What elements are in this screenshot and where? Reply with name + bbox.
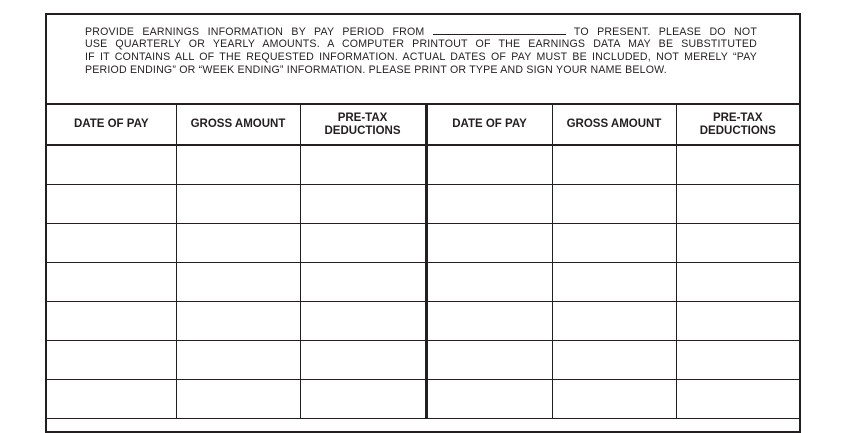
table-row xyxy=(47,380,799,419)
table-row xyxy=(47,224,799,263)
cell-pre-tax-deductions-2[interactable] xyxy=(676,145,799,185)
table-row xyxy=(47,185,799,224)
cell-pre-tax-deductions-2[interactable] xyxy=(676,185,799,224)
instructions-line-1-start: PROVIDE EARNINGS INFORMATION BY PAY PERIOD FROM xyxy=(85,26,425,38)
cell-gross-amount-2[interactable] xyxy=(552,224,676,263)
cell-pre-tax-deductions-2[interactable] xyxy=(676,380,799,419)
header-pre-tax-deductions-2: PRE-TAX DEDUCTIONS xyxy=(676,105,799,146)
header-date-of-pay-1: DATE OF PAY xyxy=(47,105,176,146)
table-row xyxy=(47,302,799,341)
cell-gross-amount-2[interactable] xyxy=(552,185,676,224)
cell-gross-amount-1[interactable] xyxy=(176,380,300,419)
table-row xyxy=(47,145,799,185)
instructions-line-3: IF IT CONTAINS ALL OF THE REQUESTED INFORMATION. ACTUAL DATES OF PAY MUST BE INCLUDED, NOT MERELY “PAY xyxy=(85,51,757,63)
header-date-of-pay-2: DATE OF PAY xyxy=(426,105,552,146)
cell-gross-amount-2[interactable] xyxy=(552,341,676,380)
instructions-line-1-end: TO PRESENT. PLEASE DO NOT xyxy=(573,26,757,38)
cell-pre-tax-deductions-1[interactable] xyxy=(300,263,426,302)
instructions-line-2: USE QUARTERLY OR YEARLY AMOUNTS. A COMPUTER PRINTOUT OF THE EARNINGS DATA MAY BE SUBSTITUTED xyxy=(85,38,757,50)
table-body xyxy=(47,145,799,419)
cell-pre-tax-deductions-2[interactable] xyxy=(676,341,799,380)
cell-date-of-pay-2[interactable] xyxy=(426,341,552,380)
instructions-line-1 xyxy=(85,25,757,39)
instructions-line-4: PERIOD ENDING” OR “WEEK ENDING” INFORMATION. PLEASE PRINT OR TYPE AND SIGN YOUR NAME BELOW. xyxy=(85,64,667,76)
cell-date-of-pay-1[interactable] xyxy=(47,302,176,341)
cell-date-of-pay-1[interactable] xyxy=(47,263,176,302)
cell-date-of-pay-2[interactable] xyxy=(426,263,552,302)
cell-date-of-pay-1[interactable] xyxy=(47,224,176,263)
cell-gross-amount-2[interactable] xyxy=(552,263,676,302)
cell-date-of-pay-2[interactable] xyxy=(426,224,552,263)
cell-date-of-pay-1[interactable] xyxy=(47,380,176,419)
cell-gross-amount-1[interactable] xyxy=(176,145,300,185)
table-row xyxy=(47,263,799,302)
cell-pre-tax-deductions-2[interactable] xyxy=(676,302,799,341)
table-row xyxy=(47,341,799,380)
table-header-row xyxy=(47,105,799,146)
cell-pre-tax-deductions-2[interactable] xyxy=(676,224,799,263)
cell-pre-tax-deductions-1[interactable] xyxy=(300,380,426,419)
cell-gross-amount-1[interactable] xyxy=(176,185,300,224)
cell-pre-tax-deductions-1[interactable] xyxy=(300,185,426,224)
instructions-box xyxy=(47,15,799,105)
cell-gross-amount-1[interactable] xyxy=(176,341,300,380)
cell-date-of-pay-2[interactable] xyxy=(426,185,552,224)
cell-gross-amount-2[interactable] xyxy=(552,380,676,419)
pay-period-from-blank[interactable] xyxy=(433,25,566,35)
cell-date-of-pay-2[interactable] xyxy=(426,145,552,185)
header-pre-tax-deductions-1: PRE-TAX DEDUCTIONS xyxy=(300,105,426,146)
cell-pre-tax-deductions-1[interactable] xyxy=(300,341,426,380)
cell-gross-amount-2[interactable] xyxy=(552,145,676,185)
header-gross-amount-2: GROSS AMOUNT xyxy=(552,105,676,146)
earnings-table xyxy=(47,104,799,419)
cell-pre-tax-deductions-1[interactable] xyxy=(300,302,426,341)
cell-date-of-pay-1[interactable] xyxy=(47,341,176,380)
cell-date-of-pay-1[interactable] xyxy=(47,145,176,185)
cell-pre-tax-deductions-1[interactable] xyxy=(300,145,426,185)
cell-gross-amount-2[interactable] xyxy=(552,302,676,341)
cell-date-of-pay-2[interactable] xyxy=(426,302,552,341)
header-gross-amount-1: GROSS AMOUNT xyxy=(176,105,300,146)
cell-gross-amount-1[interactable] xyxy=(176,302,300,341)
cell-date-of-pay-2[interactable] xyxy=(426,380,552,419)
cell-pre-tax-deductions-1[interactable] xyxy=(300,224,426,263)
cell-pre-tax-deductions-2[interactable] xyxy=(676,263,799,302)
cell-date-of-pay-1[interactable] xyxy=(47,185,176,224)
cell-gross-amount-1[interactable] xyxy=(176,224,300,263)
earnings-form xyxy=(45,13,801,433)
cell-gross-amount-1[interactable] xyxy=(176,263,300,302)
